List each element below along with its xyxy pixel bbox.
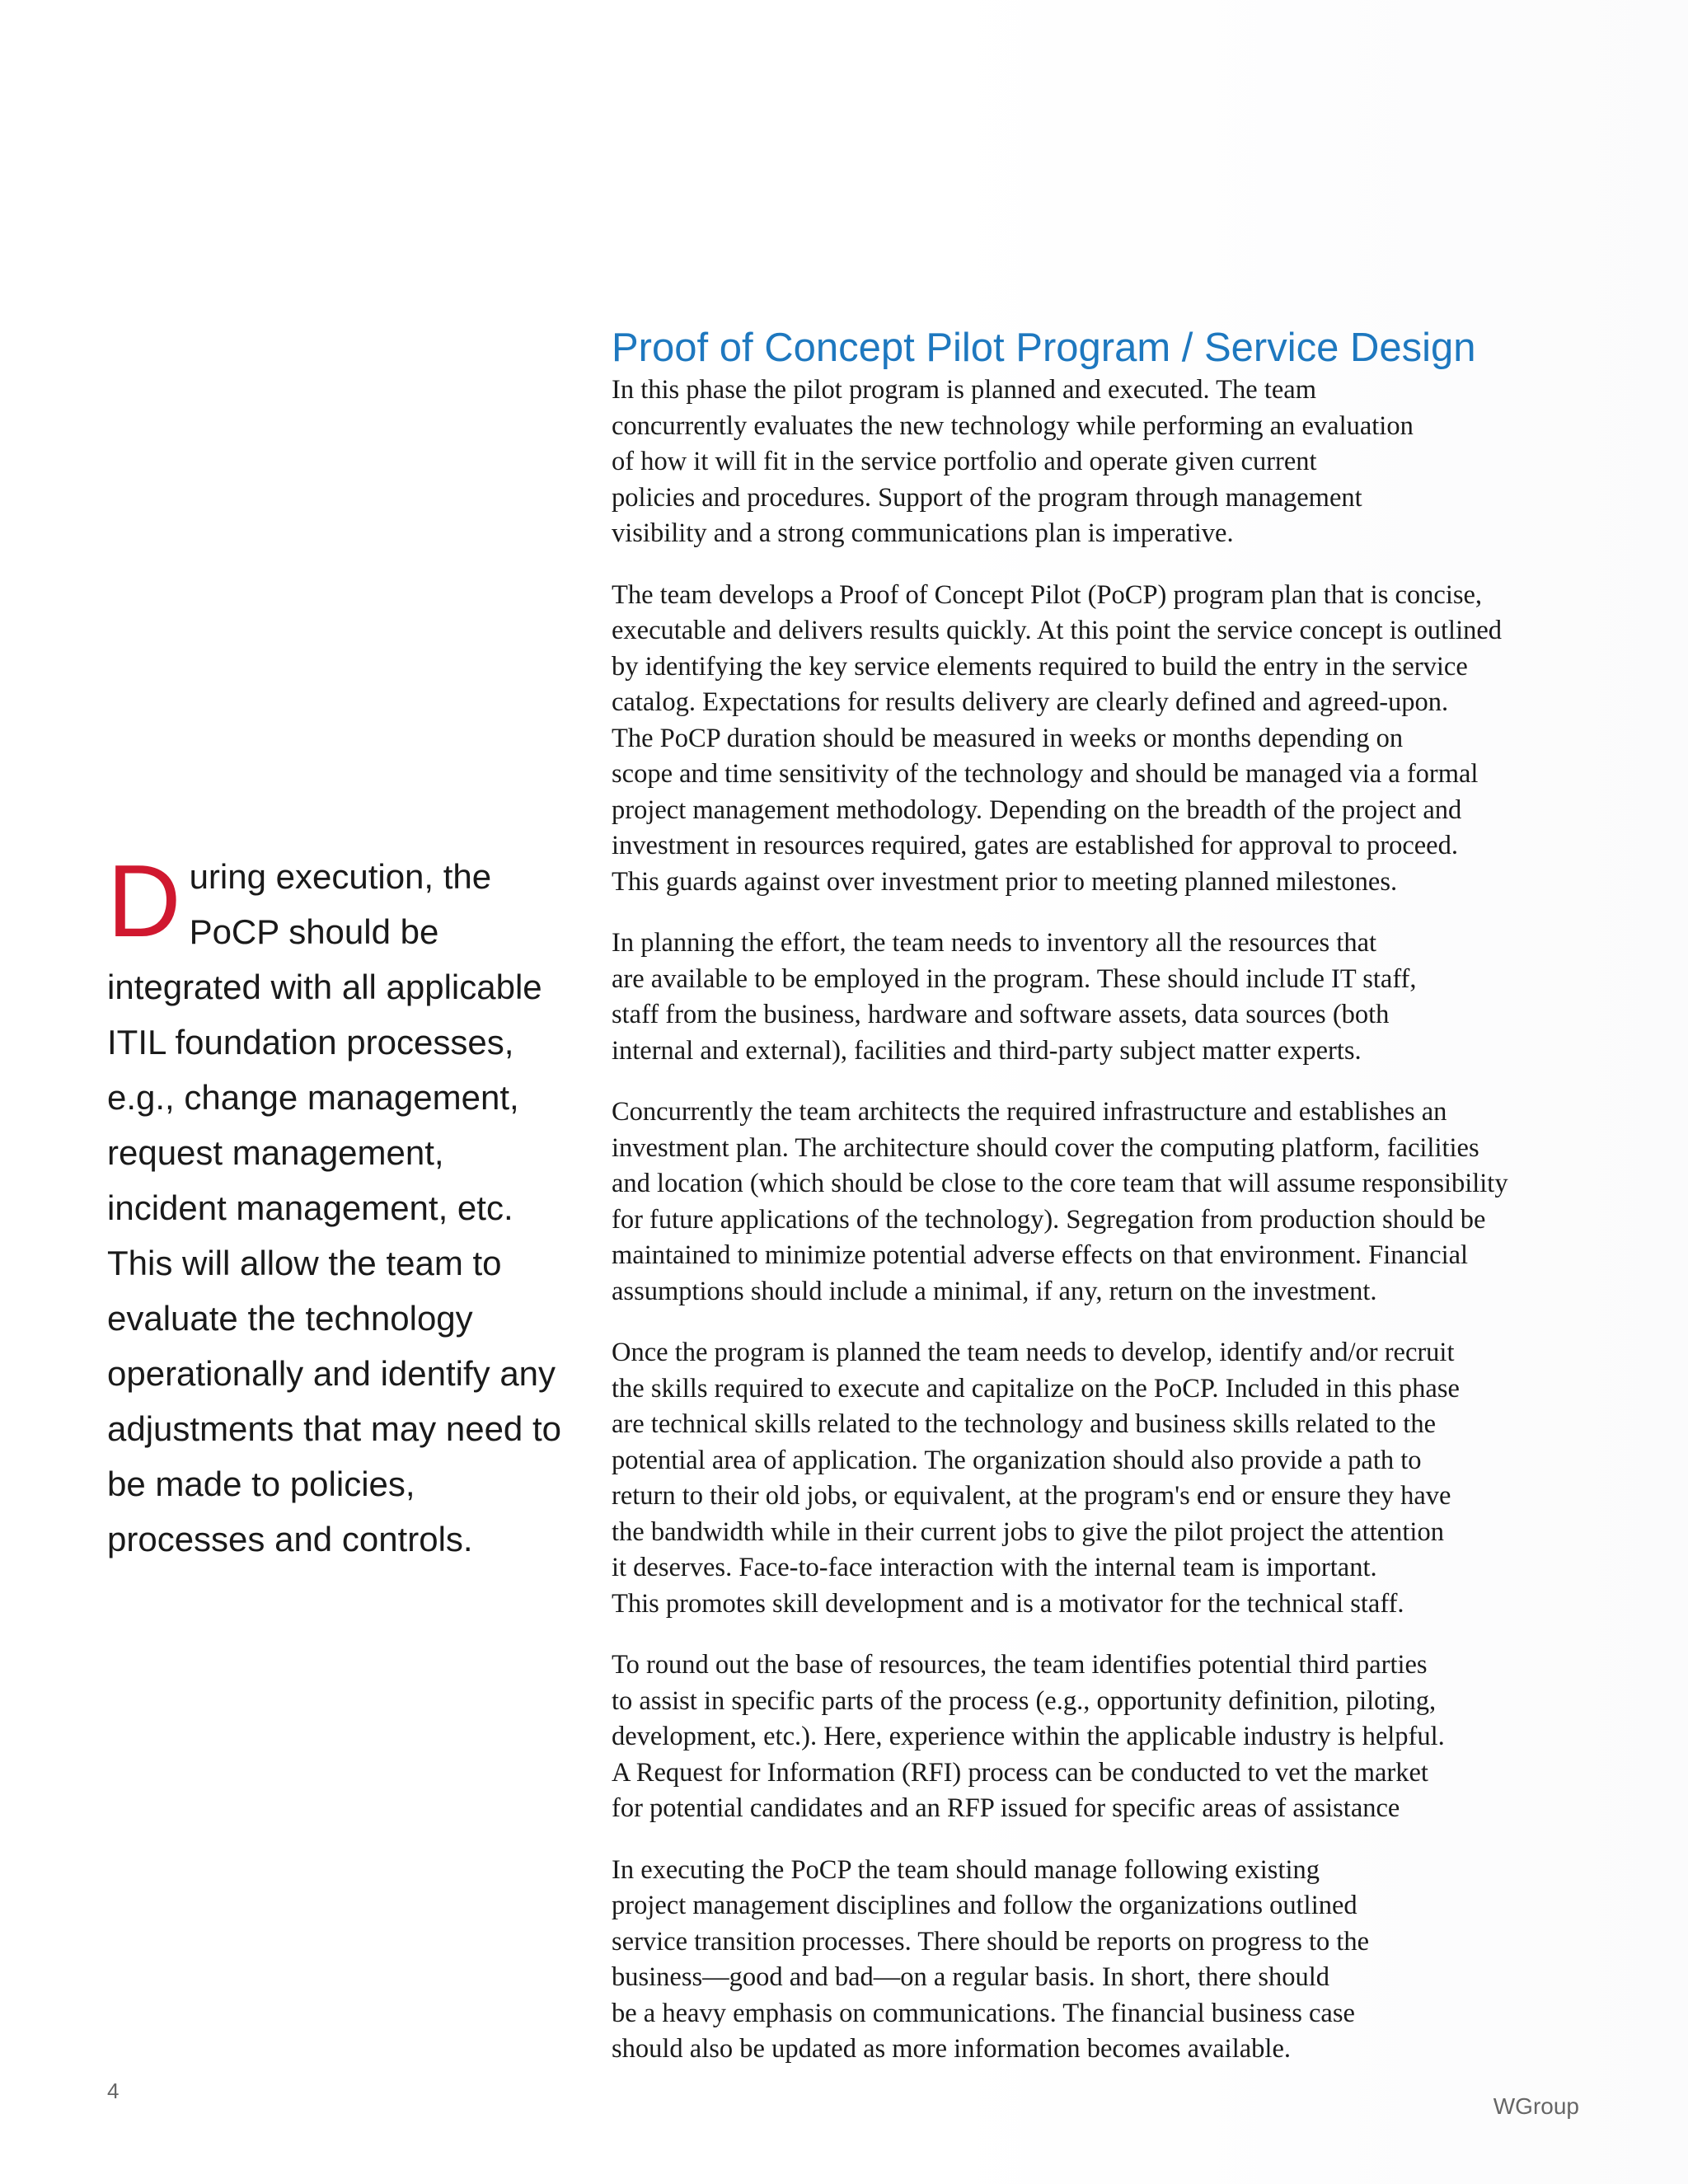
paragraph-line: service transition processes. There should be reports on progress to the xyxy=(612,1926,1370,1957)
paragraph-line: of how it will fit in the service portfolio and operate given current xyxy=(612,447,1317,476)
body-paragraph xyxy=(612,1335,1588,1622)
paragraph-line: are available to be employed in the program. These should include IT staff, xyxy=(612,963,1417,994)
body-paragraph xyxy=(612,1094,1588,1310)
paragraph-line: and location (which should be close to the core team that will assume responsibility xyxy=(612,1169,1508,1198)
paragraph-line: This promotes skill development and is a motivator for the technical staff. xyxy=(612,1588,1404,1619)
paragraph-line: In planning the effort, the team needs to inventory all the resources that xyxy=(612,928,1377,958)
paragraph-line: In this phase the pilot program is planned and executed. The team xyxy=(612,375,1316,405)
body-paragraph xyxy=(612,373,1588,552)
paragraph-line: should also be updated as more information becomes available. xyxy=(612,2034,1291,2064)
paragraph-line: for potential candidates and an RFP issued for specific areas of assistance xyxy=(612,1793,1400,1823)
pull-quote xyxy=(107,845,569,1567)
paragraph-line: staff from the business, hardware and software assets, data sources (both xyxy=(612,1000,1390,1029)
paragraph-line: The team develops a Proof of Concept Pilot (PoCP) program plan that is concise, xyxy=(612,579,1483,610)
body-paragraph xyxy=(612,578,1588,901)
paragraph-line: In executing the PoCP the team should manage following existing xyxy=(612,1854,1320,1885)
paragraph-line: maintained to minimize potential adverse effects on that environment. Financial xyxy=(612,1240,1469,1270)
paragraph-line: A Request for Information (RFI) process can be conducted to vet the market xyxy=(612,1757,1428,1788)
paragraph-line: investment in resources required, gates are established for approval to proceed. xyxy=(612,831,1458,860)
paragraph-line: business—good and bad—on a regular basis. In short, there should xyxy=(612,1962,1330,1992)
body-paragraph xyxy=(612,926,1588,1069)
paragraph-line: it deserves. Face-to-face interaction with the internal team is important. xyxy=(612,1553,1377,1582)
paragraph-line: project management disciplines and follow the organizations outlined xyxy=(612,1891,1357,1920)
paragraph-line: Once the program is planned the team needs to develop, identify and/or recruit xyxy=(612,1338,1455,1367)
paragraph-line: for future applications of the technology). Segregation from production should be xyxy=(612,1204,1486,1235)
paragraph-line: Concurrently the team architects the required infrastructure and establishes an xyxy=(612,1097,1447,1127)
body-paragraph xyxy=(612,1647,1588,1827)
paragraph-line: This guards against over investment prior to meeting planned milestones. xyxy=(612,866,1398,897)
drop-cap: D xyxy=(107,845,181,958)
paragraph-line: by identifying the key service elements required to build the entry in the service xyxy=(612,651,1468,682)
article xyxy=(612,323,1588,2093)
paragraph-line: potential area of application. The organization should also provide a path to xyxy=(612,1445,1422,1475)
paragraph-line: investment plan. The architecture should cover the computing platform, facilities xyxy=(612,1132,1479,1163)
paragraph-line: development, etc.). Here, experience within the applicable industry is helpful. xyxy=(612,1722,1445,1751)
paragraph-line: project management methodology. Depending on the breadth of the project and xyxy=(612,794,1462,825)
body-paragraph xyxy=(612,1853,1588,2068)
paragraph-line: catalog. Expectations for results delivery are clearly defined and agreed-upon. xyxy=(612,687,1449,717)
paragraph-line: to assist in specific parts of the process (e.g., opportunity definition, piloting, xyxy=(612,1685,1437,1716)
paragraph-line: are technical skills related to the technology and business skills related to the xyxy=(612,1409,1436,1439)
paragraph-line: visibility and a strong communications plan is imperative. xyxy=(612,518,1234,548)
paragraph-line: internal and external), facilities and third-party subject matter experts. xyxy=(612,1035,1362,1066)
paragraph-line: the bandwidth while in their current jobs to give the pilot project the attention xyxy=(612,1516,1444,1547)
brand-name: WGroup xyxy=(1493,2093,1579,2119)
paragraph-line: policies and procedures. Support of the program through management xyxy=(612,482,1362,513)
paragraph-line: be a heavy emphasis on communications. The financial business case xyxy=(612,1998,1355,2028)
paragraph-line: The PoCP duration should be measured in weeks or months depending on xyxy=(612,723,1404,753)
pull-quote-text: uring execution, the PoCP should be integrated with all applicable ITIL foundation processes, e.g., change management, request management, incident management, etc. This will allow the team to evaluate the technology operationally and identify any adjustments that may need to be made to policies, processes and controls. xyxy=(107,857,561,1558)
paragraph-line: To round out the base of resources, the team identifies potential third parties xyxy=(612,1650,1428,1680)
paragraph-line: assumptions should include a minimal, if any, return on the investment. xyxy=(612,1276,1377,1306)
paragraph-line: scope and time sensitivity of the technology and should be managed via a formal xyxy=(612,759,1479,789)
paragraph-line: executable and delivers results quickly. At this point the service concept is outlined xyxy=(612,616,1503,645)
paragraph-line: return to their old jobs, or equivalent, at the program's end or ensure they have xyxy=(612,1481,1451,1511)
paragraph-line: the skills required to execute and capitalize on the PoCP. Included in this phase xyxy=(612,1373,1460,1404)
page-number: 4 xyxy=(107,2079,120,2103)
paragraph-line: concurrently evaluates the new technology while performing an evaluation xyxy=(612,410,1414,441)
section-title: Proof of Concept Pilot Program / Service Design xyxy=(612,326,1476,370)
article-body xyxy=(612,373,1588,2068)
